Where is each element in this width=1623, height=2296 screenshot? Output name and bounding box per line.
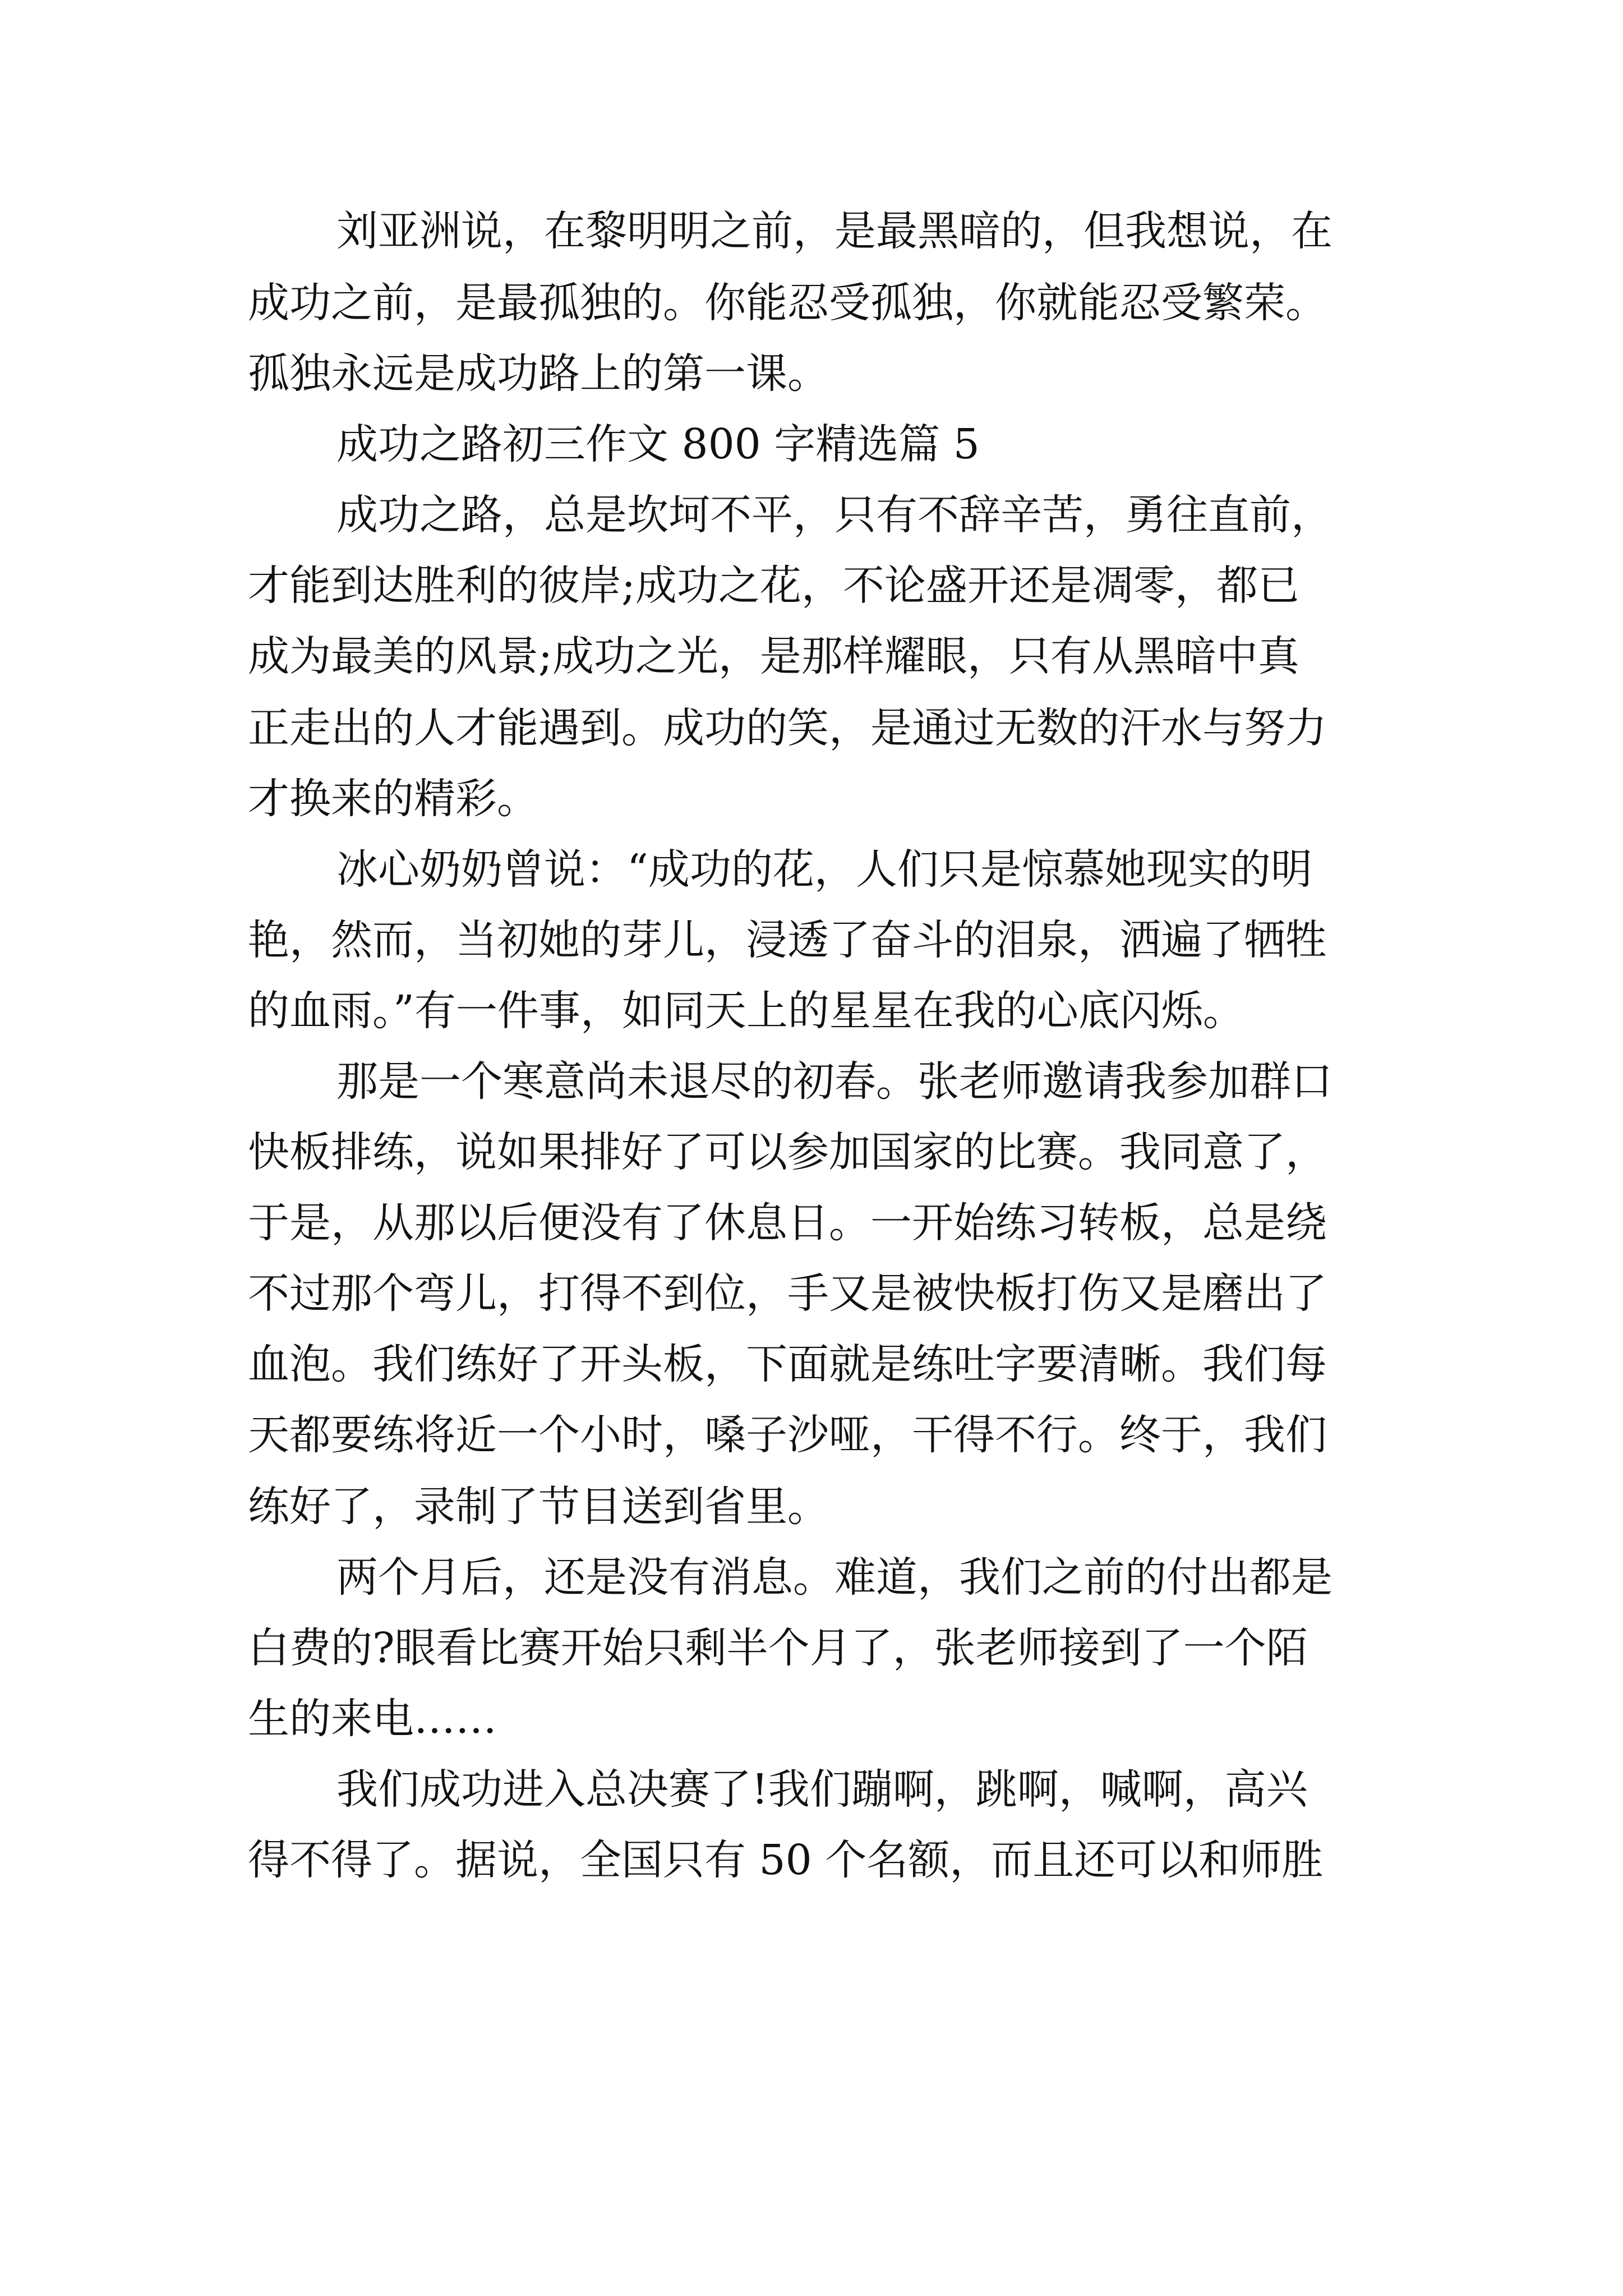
paragraph-line: 两个月后，还是没有消息。难道，我们之前的付出都是 [336, 1553, 1332, 1602]
paragraph-line: 不过那个弯儿，打得不到位，手又是被快板打伤又是磨出了 [248, 1269, 1327, 1318]
paragraph-line: 正走出的人才能遇到。成功的笑，是通过无数的汗水与努力 [248, 704, 1327, 752]
heading-line: 成功之路初三作文 800 字精选篇 5 [336, 420, 980, 468]
paragraph-line: 生的来电…… [248, 1695, 497, 1743]
paragraph-line: 天都要练将近一个小时，嗓子沙哑，干得不行。终于，我们 [248, 1411, 1327, 1459]
paragraph-line: 于是，从那以后便没有了休息日。一开始练习转板，总是绕 [248, 1199, 1327, 1247]
paragraph-line: 才能到达胜利的彼岸;成功之花，不论盛开还是凋零，都已 [248, 562, 1299, 610]
paragraph-line: 成功之前，是最孤独的。你能忍受孤独，你就能忍受繁荣。 [248, 279, 1327, 327]
paragraph-line: 那是一个寒意尚未退尽的初春。张老师邀请我参加群口 [336, 1057, 1332, 1106]
paragraph-line: 成功之路，总是坎坷不平，只有不辞辛苦，勇往直前， [336, 491, 1332, 539]
paragraph-line: 白费的?眼看比赛开始只剩半个月了，张老师接到了一个陌 [248, 1624, 1308, 1672]
paragraph-line: 练好了，录制了节目送到省里。 [248, 1483, 829, 1531]
paragraph-line: 得不得了。据说，全国只有 50 个名额，而且还可以和师胜 [248, 1836, 1324, 1884]
paragraph-line: 刘亚洲说，在黎明明之前，是最黑暗的，但我想说，在 [336, 207, 1332, 255]
paragraph-line: 孤独永远是成功路上的第一课。 [248, 349, 829, 398]
paragraph-line: 艳，然而，当初她的芽儿，浸透了奋斗的泪泉，洒遍了牺牲 [248, 916, 1327, 964]
paragraph-line: 血泡。我们练好了开头板，下面就是练吐字要清晰。我们每 [248, 1340, 1327, 1388]
paragraph-line: 冰心奶奶曾说：“成功的花，人们只是惊慕她现实的明 [336, 845, 1312, 894]
paragraph-line: 快板排练，说如果排好了可以参加国家的比赛。我同意了， [248, 1128, 1327, 1176]
paragraph-line: 的血雨。”有一件事，如同天上的星星在我的心底闪烁。 [248, 987, 1244, 1035]
paragraph-line: 成为最美的风景;成功之光，是那样耀眼，只有从黑暗中真 [248, 632, 1299, 680]
paragraph-line: 才换来的精彩。 [248, 775, 538, 823]
paragraph-line: 我们成功进入总决赛了!我们蹦啊，跳啊，喊啊，高兴 [336, 1765, 1308, 1814]
